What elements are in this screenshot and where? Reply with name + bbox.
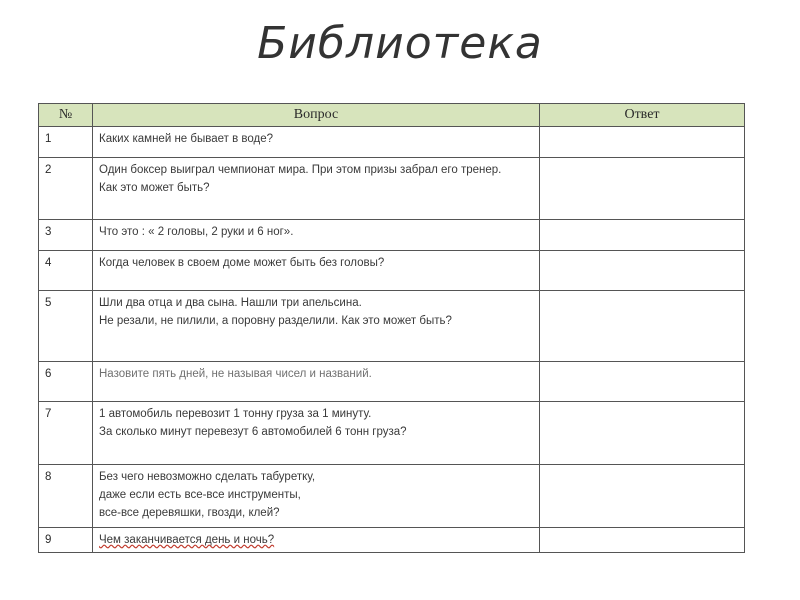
question-line: все-все деревяшки, гвозди, клей? — [99, 507, 280, 519]
table-row — [39, 251, 745, 291]
question-line: даже если есть все-все инструменты, — [99, 489, 301, 501]
question-text — [93, 251, 540, 291]
question-number: 6 — [39, 362, 93, 402]
answer-cell[interactable] — [540, 127, 745, 158]
question-line: Без чего невозможно сделать табуретку, — [99, 471, 316, 483]
column-header-number: № — [39, 104, 93, 127]
table-row — [39, 127, 745, 158]
question-text — [93, 127, 540, 158]
question-number: 2 — [39, 158, 93, 220]
answer-cell[interactable] — [540, 220, 745, 251]
question-number: 5 — [39, 291, 93, 362]
question-line: Как это может быть? — [99, 182, 210, 194]
question-number: 7 — [39, 402, 93, 465]
question-text — [93, 220, 540, 251]
question-line: 1 автомобиль перевозит 1 тонну груза за 1 минуту. — [99, 408, 372, 420]
question-line: Чем заканчивается день и ночь? — [99, 534, 275, 546]
column-header-answer: Ответ — [540, 104, 745, 127]
answer-cell[interactable] — [540, 465, 745, 528]
question-number: 4 — [39, 251, 93, 291]
question-number: 3 — [39, 220, 93, 251]
question-line: Что это : « 2 головы, 2 руки и 6 ног». — [99, 226, 294, 238]
answer-cell[interactable] — [540, 158, 745, 220]
question-text — [93, 158, 540, 220]
page-title: Библиотека — [257, 18, 543, 69]
question-text — [93, 465, 540, 528]
quiz-table — [38, 103, 745, 553]
table-row — [39, 528, 745, 553]
question-number: 9 — [39, 528, 93, 553]
answer-cell[interactable] — [540, 402, 745, 465]
table-row — [39, 291, 745, 362]
answer-cell[interactable] — [540, 251, 745, 291]
question-text — [93, 402, 540, 465]
question-line: За сколько минут перевезут 6 автомобилей 6 тонн груза? — [99, 426, 407, 438]
table-header-row — [39, 104, 745, 127]
question-line: Каких камней не бывает в воде? — [99, 133, 274, 145]
question-line: Когда человек в своем доме может быть без головы? — [99, 257, 385, 269]
question-text — [93, 291, 540, 362]
question-line: Один боксер выиграл чемпионат мира. При этом призы забрал его тренер. — [99, 164, 502, 176]
table-row — [39, 402, 745, 465]
question-text — [93, 528, 540, 553]
question-number: 8 — [39, 465, 93, 528]
answer-cell[interactable] — [540, 362, 745, 402]
table-row — [39, 362, 745, 402]
answer-cell[interactable] — [540, 528, 745, 553]
question-line: Не резали, не пилили, а поровну разделили. Как это может быть? — [99, 315, 452, 327]
question-line: Шли два отца и два сына. Нашли три апельсина. — [99, 297, 362, 309]
table-row — [39, 158, 745, 220]
column-header-question: Вопрос — [93, 104, 540, 127]
answer-cell[interactable] — [540, 291, 745, 362]
question-number: 1 — [39, 127, 93, 158]
table-row — [39, 220, 745, 251]
table-row — [39, 465, 745, 528]
question-text — [93, 362, 540, 402]
question-line: Назовите пять дней, не называя чисел и названий. — [99, 368, 372, 380]
